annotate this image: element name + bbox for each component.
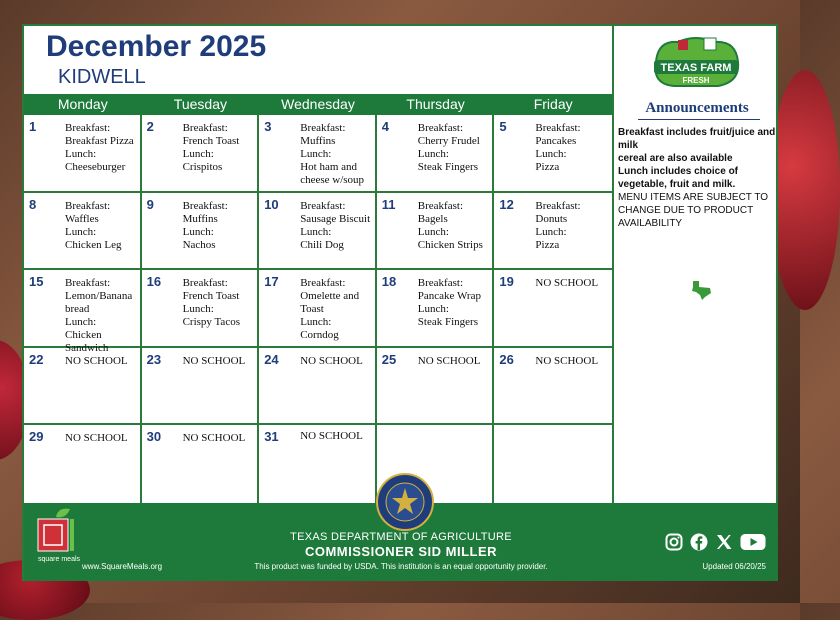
day-menu: Breakfast: Muffins Lunch: Nachos <box>182 199 228 251</box>
day-number: 5 <box>499 119 507 134</box>
calendar-day <box>494 348 612 426</box>
weekday-friday: Friday <box>533 96 573 112</box>
announcement-1: Breakfast includes fruit/juice and milk <box>618 127 776 151</box>
weekday-thursday: Thursday <box>406 96 465 112</box>
calendar-day <box>259 270 377 348</box>
calendar-day <box>259 425 377 503</box>
day-number: 4 <box>381 119 390 134</box>
calendar-day-empty <box>494 425 612 503</box>
day-menu: NO SCHOOL <box>182 432 246 445</box>
announcements-sidebar <box>612 26 778 503</box>
calendar-day <box>259 115 377 193</box>
day-number: 15 <box>29 274 44 290</box>
day-number: 1 <box>29 119 37 134</box>
day-number: 19 <box>499 274 514 290</box>
calendar-day <box>494 115 612 193</box>
calendar-day <box>24 193 142 271</box>
texas-state-icon <box>690 280 712 300</box>
day-number: 22 <box>29 351 44 367</box>
day-menu: Breakfast: Sausage Biscuit Lunch: Chili Dog <box>300 199 371 251</box>
day-number: 17 <box>264 274 279 290</box>
day-number: 16 <box>146 274 162 290</box>
calendar-header <box>24 26 612 94</box>
calendar-day <box>142 425 260 503</box>
texas-farm-fresh-logo <box>648 32 744 94</box>
day-number: 12 <box>499 196 514 212</box>
announcements-title: Announcements <box>645 100 749 116</box>
day-menu: Breakfast: Pancakes Lunch: Pizza <box>535 122 581 173</box>
day-number: 8 <box>29 196 37 212</box>
day-menu: Breakfast: French Toast Lunch: Crispitos <box>182 122 240 173</box>
announcements-underline <box>638 119 760 120</box>
apple-background-right <box>770 70 840 310</box>
day-menu: NO SCHOOL <box>65 354 128 367</box>
weekday-monday: Monday <box>57 96 108 112</box>
day-number: 25 <box>381 351 397 367</box>
square-meals-logo-text: square meals <box>38 556 81 563</box>
facebook-icon[interactable] <box>690 533 708 551</box>
day-menu: Breakfast: Cherry Frudel Lunch: Steak Fingers <box>417 122 480 173</box>
day-number: 10 <box>264 196 279 212</box>
announcement-3: Lunch includes choice of vegetable, fruit and milk. <box>618 166 739 190</box>
weekday-header-bar <box>24 94 612 115</box>
day-menu: NO SCHOOL <box>535 354 599 367</box>
day-number: 26 <box>499 351 514 367</box>
youtube-icon[interactable] <box>740 533 766 551</box>
updated-date: Updated 06/20/25 <box>702 562 766 571</box>
day-number: 30 <box>146 429 162 445</box>
day-menu: Breakfast: Donuts Lunch: Pizza <box>535 199 581 251</box>
day-number: 24 <box>264 351 279 367</box>
calendar-day <box>142 115 260 193</box>
department-name: TEXAS DEPARTMENT OF AGRICULTURE <box>290 531 512 543</box>
calendar-day <box>377 270 495 348</box>
month-title: December 2025 <box>46 30 267 63</box>
instagram-icon[interactable] <box>665 533 683 551</box>
calendar-day <box>494 270 612 348</box>
day-number: 11 <box>381 196 396 212</box>
calendar-day <box>377 193 495 271</box>
day-menu: Breakfast: Breakfast Pizza Lunch: Cheeseburger <box>65 122 134 173</box>
day-menu: NO SCHOOL <box>300 354 363 367</box>
calendar-day <box>377 348 495 426</box>
day-number: 3 <box>264 119 272 134</box>
calendar-day <box>142 270 260 348</box>
logo-text-bottom: FRESH <box>682 76 710 85</box>
day-menu: Breakfast: French Toast Lunch: Crispy Tacos <box>182 277 240 329</box>
day-menu: Breakfast: Waffles Lunch: Chicken Leg <box>65 199 122 251</box>
commissioner-name: COMMISSIONER SID MILLER <box>304 544 498 559</box>
calendar-day <box>259 193 377 271</box>
calendar-day <box>259 348 377 426</box>
day-menu: NO SCHOOL <box>65 432 128 445</box>
school-name: KIDWELL <box>58 66 146 88</box>
funding-disclaimer: This product was funded by USDA. This institution is an equal opportunity provider. <box>254 562 548 571</box>
day-menu: Breakfast: Lemon/Banana bread Lunch: Chicken Sandwich <box>65 277 133 355</box>
weekday-tuesday: Tuesday <box>173 96 227 112</box>
calendar-day <box>24 270 142 355</box>
squaremeals-link[interactable]: www.SquareMeals.org <box>82 562 163 571</box>
day-menu: NO SCHOOL <box>535 277 599 290</box>
calendar-day <box>24 348 142 426</box>
day-menu: NO SCHOOL <box>417 354 481 367</box>
calendar-day <box>24 425 142 503</box>
day-number: 18 <box>381 274 397 290</box>
calendar-day <box>142 193 260 271</box>
day-menu: Breakfast: Pancake Wrap Lunch: Steak Fingers <box>417 277 481 329</box>
day-number: 29 <box>29 429 44 445</box>
calendar-grid <box>24 115 612 503</box>
day-number: 23 <box>146 351 162 367</box>
day-menu: Breakfast: Muffins Lunch: Hot ham and cheese w/soup <box>300 122 365 186</box>
day-menu: NO SCHOOL <box>300 430 363 443</box>
announcement-4: MENU ITEMS ARE SUBJECT TO CHANGE DUE TO PRODUCT AVAILABILITY <box>618 192 769 229</box>
menu-calendar-card <box>22 24 778 581</box>
day-number: 2 <box>146 119 154 134</box>
announcement-2: cereal are also available <box>618 153 733 164</box>
logo-text-top: TEXAS FARM <box>660 62 732 74</box>
calendar-day <box>494 193 612 271</box>
calendar-day <box>24 115 142 193</box>
announcements-body <box>618 126 776 230</box>
calendar-day <box>142 348 260 426</box>
weekday-wednesday: Wednesday <box>281 96 355 112</box>
social-links <box>665 533 766 551</box>
department-seal-icon <box>376 473 434 531</box>
day-menu: NO SCHOOL <box>182 354 246 367</box>
calendar-day <box>377 115 495 193</box>
day-number: 9 <box>146 196 154 212</box>
footer-bar <box>24 503 778 581</box>
day-menu: Breakfast: Omelette and Toast Lunch: Corndog <box>300 277 360 342</box>
x-twitter-icon[interactable] <box>715 533 733 551</box>
day-menu: Breakfast: Bagels Lunch: Chicken Strips <box>417 199 483 251</box>
day-number: 31 <box>264 429 279 445</box>
